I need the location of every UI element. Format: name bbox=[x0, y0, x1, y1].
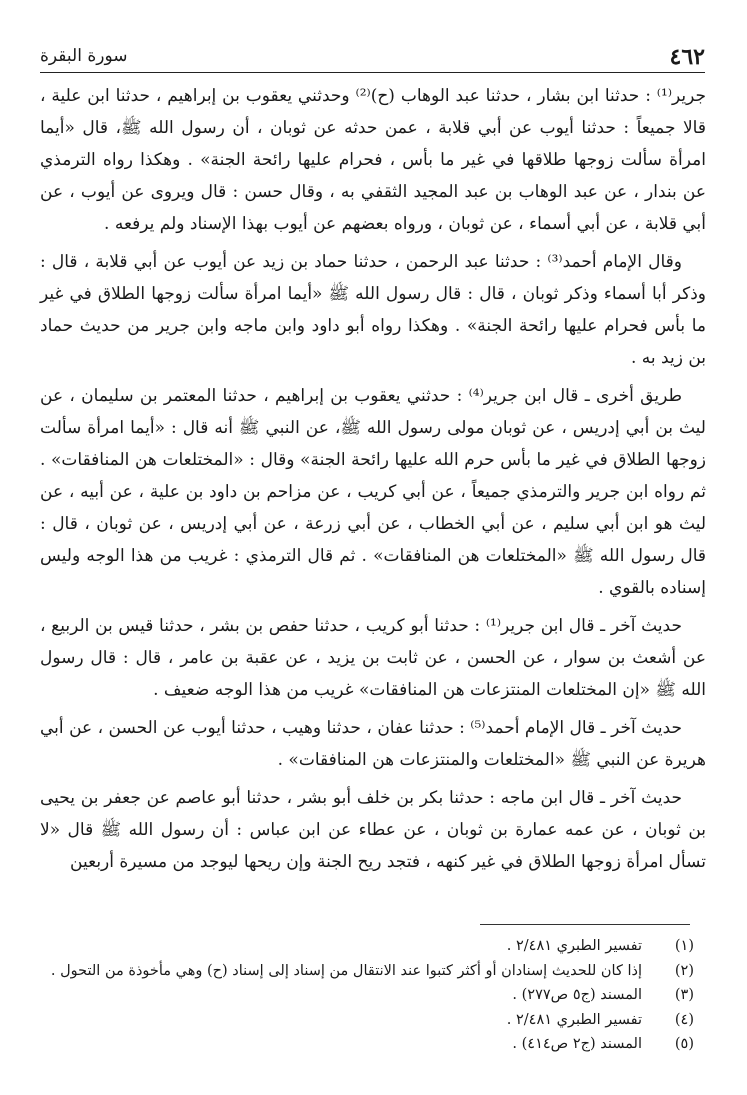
footnote-number: (١) bbox=[674, 938, 694, 954]
paragraph-4: حديث آخر ـ قال ابن جرير⁽¹⁾ : حدثنا أبو كريب ، حدثنا حفص بن بشر ، حدثنا قيس بن الربيع ، عن أشعث بن سوار ، عن الحسن ، عن ثابت بن يزيد ، عن عقبة بن عامر ، قال : قال رسول الله ﷺ «إن المختلعات المنتزعات هن المنافقات» غريب من هذا الوجه ضعيف . bbox=[40, 616, 706, 700]
header-divider bbox=[40, 72, 705, 73]
paragraph-5: حديث آخر ـ قال الإمام أحمد⁽⁵⁾ : حدثنا عفان ، حدثنا وهيب ، حدثنا أيوب عن الحسن ، عن أبي هريرة عن النبي ﷺ «المختلعات والمنتزعات هن المنافقات» . bbox=[40, 718, 706, 770]
paragraph-3: طريق أخرى ـ قال ابن جرير⁽⁴⁾ : حدثني يعقوب بن إبراهيم ، حدثنا المعتمر بن سليمان ، عن ليث بن أبي إدريس ، عن ثوبان مولى رسول الله ﷺ، عن النبي ﷺ أنه قال : «أيما امرأة سألت زوجها الطلاق في غير ما بأس حرم الله عليها رائحة الجنة» وقال : «المختلعات هن المنافقات» . ثم رواه ابن جرير والترمذي جميعاً ، عن أبي كريب ، عن مزاحم بن داود بن علية ، عن أبيه ، عن ليث هو ابن أبي سليم ، عن أبي الخطاب ، عن أبي زرعة ، عن أبي إدريس ، عن ثوبان ، قال : قال رسول الله ﷺ «المختلعات هن المنافقات» . ثم قال الترمذي : غريب من هذا الوجه وليس إسناده بالقوي . bbox=[40, 386, 706, 598]
footnote-number: (٤) bbox=[674, 1011, 694, 1028]
footnote bbox=[40, 934, 694, 959]
footnote bbox=[40, 1032, 694, 1057]
page-header bbox=[40, 42, 705, 72]
footnote bbox=[40, 983, 694, 1008]
footnotes bbox=[40, 934, 694, 1057]
footnote-text: تفسير الطبري ٢/٤٨١ . bbox=[506, 938, 642, 954]
footnote bbox=[40, 1008, 694, 1033]
footnote-number: (٢) bbox=[674, 962, 694, 979]
footnote-text: تفسير الطبري ٢/٤٨١ . bbox=[506, 1011, 642, 1028]
footnote-text: المسند (ج٢ ص٤١٤) . bbox=[512, 1036, 642, 1052]
footnote-text: المسند (ج٥ ص٢٧٧) . bbox=[512, 987, 642, 1003]
main-text bbox=[40, 80, 706, 884]
footnote bbox=[40, 959, 694, 984]
paragraph-6: حديث آخر ـ قال ابن ماجه : حدثنا بكر بن خلف أبو بشر ، حدثنا أبو عاصم عن جعفر بن يحيى بن ثوبان ، عن عمه عمارة بن ثوبان ، عن عطاء عن ابن عباس : أن رسول الله ﷺ قال «لا تسأل امرأة زوجها الطلاق في غير كنهه ، فتجد ريح الجنة وإن ريحها ليوجد من مسيرة أربعين bbox=[40, 788, 706, 872]
footnote-number: (٣) bbox=[674, 987, 694, 1003]
page-number: ٤٦٢ bbox=[669, 44, 705, 70]
footnote-text: إذا كان للحديث إسنادان أو أكثر كتبوا عند الانتقال من إسناد إلى إسناد (ح) وهي مأخوذة من التحول . bbox=[50, 962, 642, 979]
footnote-number: (٥) bbox=[674, 1036, 694, 1052]
paragraph-1: جرير⁽¹⁾ : حدثنا ابن بشار ، حدثنا عبد الوهاب (ح)⁽²⁾ وحدثني يعقوب بن إبراهيم ، حدثنا ابن علية ، قالا جميعاً : حدثنا أيوب عن أبي قلابة ، عمن حدثه عن ثوبان ، أن رسول الله ﷺ، قال «أيما امرأة سألت زوجها طلاقها في غير ما بأس ، فحرام عليها رائحة الجنة» . وهكذا رواه الترمذي عن بندار ، عن عبد الوهاب بن عبد المجيد الثقفي به ، وقال حسن : قال ويروى عن أيوب ، عن أبي قلابة ، عن أبي أسماء ، عن ثوبان ، ورواه بعضهم عن أيوب بهذا الإسناد ولم يرفعه . bbox=[40, 86, 707, 234]
surah-title: سورة البقرة bbox=[40, 46, 128, 66]
footnote-separator bbox=[480, 924, 690, 925]
paragraph-2: وقال الإمام أحمد⁽³⁾ : حدثنا عبد الرحمن ، حدثنا حماد بن زيد عن أيوب عن أبي قلابة ، قال : وذكر أبا أسماء وذكر ثوبان ، قال : قال رسول الله ﷺ «أيما امرأة سألت زوجها الطلاق في غير ما بأس فحرام عليها رائحة الجنة» . وهكذا رواه أبو داود وابن ماجه وابن جرير من حديث حماد بن زيد به . bbox=[40, 252, 706, 368]
